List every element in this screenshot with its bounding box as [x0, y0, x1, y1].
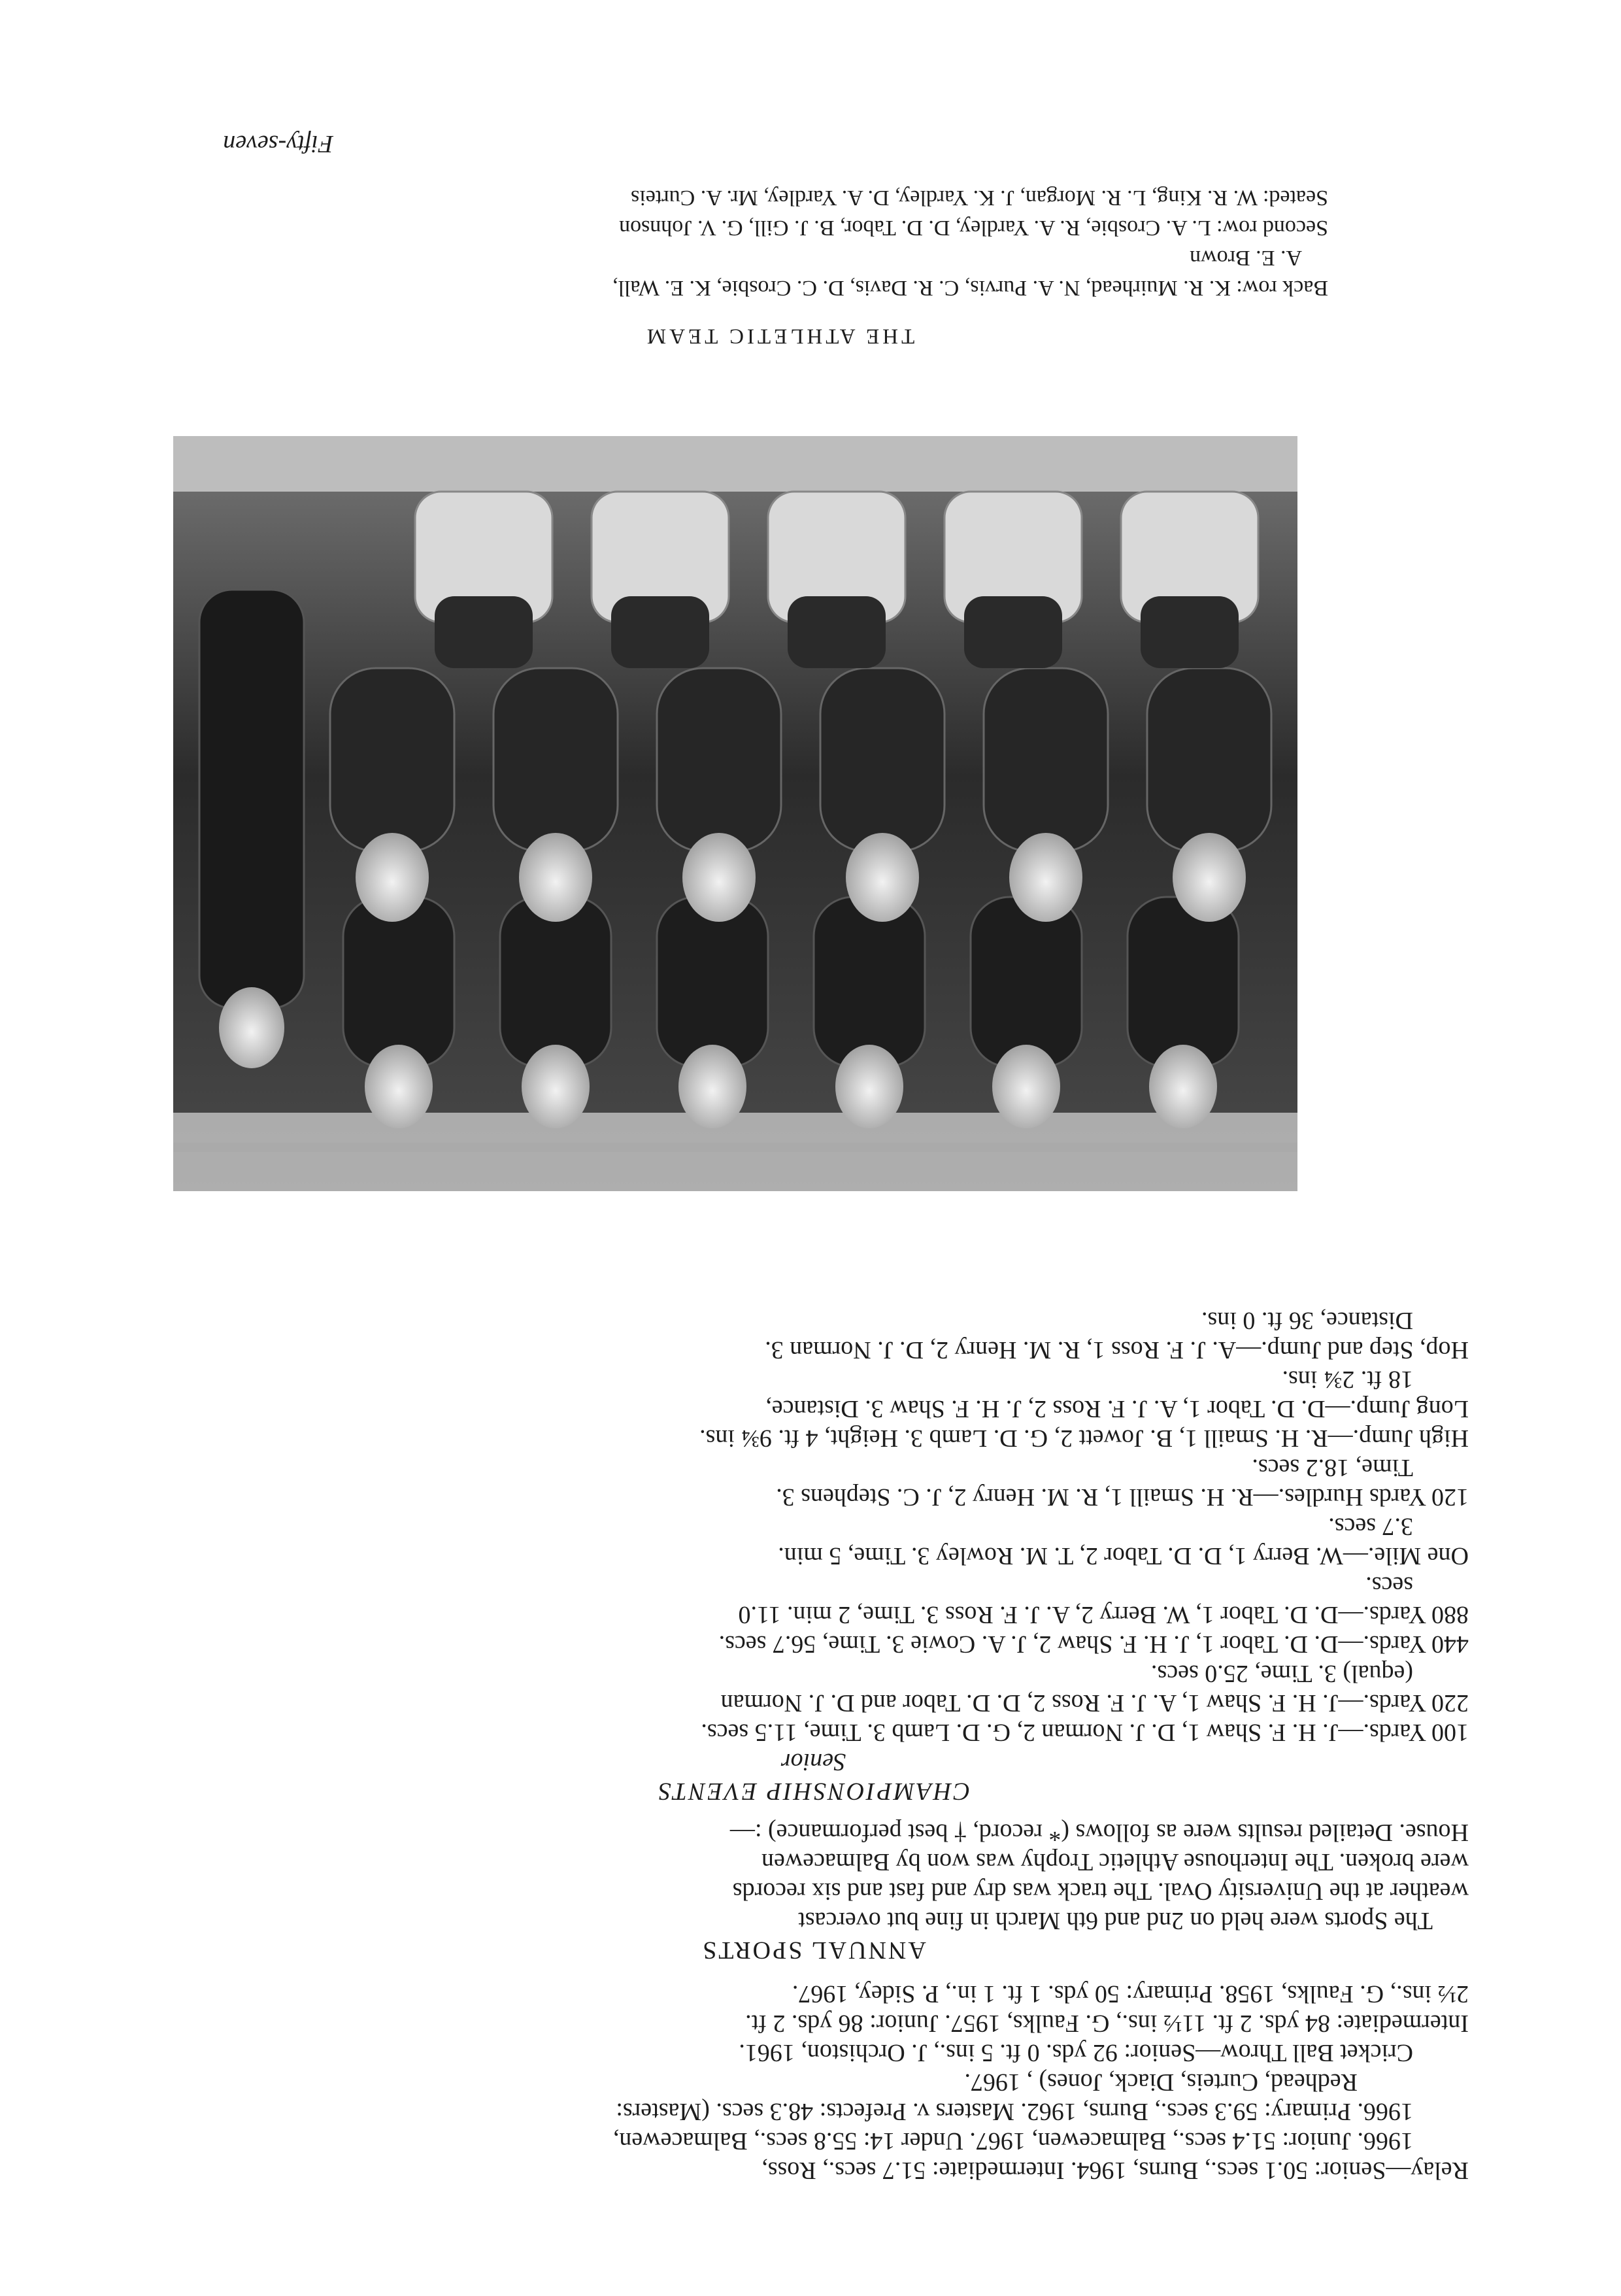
event-220-yards: 220 Yards.—J. H. F. Shaw 1, A. J. F. Ross 2, D. D. Tabor and D. J. Norman [720, 1689, 1469, 1717]
page-body [158, 1306, 1469, 2185]
cricket-line-3: 2½ ins., G. Faulks, 1958. Primary: 50 yds. 1 ft. 1 in., P. Sidey, 1967. [792, 1980, 1469, 2008]
event-one-mile: One Mile.—W. Berry 1, D. D. Tabor 2, T. M. Rowley 3. Time, 5 min. [778, 1542, 1469, 1570]
intro-line-2: weather at the University Oval. The track was dry and fast and six records [732, 1878, 1469, 1905]
cricket-records [158, 2038, 1469, 2067]
team-photo-graphic [173, 436, 1297, 1191]
intro-line-1: The Sports were held on 2nd and 6th March in fine but overcast [798, 1907, 1433, 1934]
relay-records [158, 2067, 1469, 2185]
relay-line-1: Relay—Senior: 50.1 secs., Burns, 1964. Intermediate: 51.7 secs., Ross, [761, 2157, 1469, 2184]
page-number: Fifty-seven [223, 130, 333, 158]
cricket-records-cont [158, 1979, 1469, 2038]
relay-line-2: 1966. Junior: 51.4 secs., Balmacewen, 1967. Under 14: 55.8 secs., Balmacewen, [612, 2127, 1413, 2155]
caption-title: THE ATHLETIC TEAM [643, 324, 915, 348]
event-100-yards: 100 Yards.—J. H. F. Shaw 1, D. J. Norman 2, G. D. Lamb 3. Time, 11.5 secs. [701, 1719, 1469, 1746]
caption-back-row: Back row: K. R. Muirhead, N. A. Purvis, C. R. Davis, D. C. Crosbie, K. E. Wall, [612, 276, 1328, 300]
team-photograph [173, 436, 1297, 1191]
intro-line-4: House. Detailed results were as follows (* record, † best performance) :— [729, 1819, 1469, 1846]
event-high-jump: High Jump.—R. H. Smaill 1, B. Jowett 2, G. D. Lamb 3. Height, 4 ft. 9¾ ins. [699, 1425, 1469, 1452]
photo-caption [230, 182, 1328, 351]
intro-line-3: were broken. The Interhouse Athletic Trophy was won by Balmacewen [761, 1848, 1469, 1876]
senior-subheading: Senior [780, 1748, 846, 1776]
event-long-jump-cont: 18 ft. 2¾ ins. [1282, 1366, 1413, 1393]
caption-second-row: Second row: L. A. Crosbie, R. A. Yardley, D. D. Tabor, B. J. Gill, G. V. Johnson [619, 216, 1328, 240]
event-hop-step-jump: Hop, Step and Jump.—A. J. F. Ross 1, R. M. Henry 2, D. J. Norman 3. [765, 1336, 1469, 1364]
caption-seated: Seated: W. R. King, L. R. Morgan, J. K. Yardley, D. A. Yardley, Mr. A. Curteis [631, 186, 1328, 210]
event-hop-step-jump-cont: Distance, 36 ft. 0 ins. [1201, 1307, 1413, 1334]
event-long-jump: Long Jump.—D. D. Tabor 1, A. J. F. Ross 2, J. H. F. Shaw 3. Distance, [765, 1395, 1469, 1423]
event-hurdles: 120 Yards Hurdles.—R. H. Smaill 1, R. M. Henry 2, J. C. Stephens 3. [776, 1483, 1469, 1511]
relay-line-3: 1966. Primary: 59.3 secs., Burns, 1962. Masters v. Prefects: 48.3 secs. (Masters: [616, 2098, 1413, 2125]
annual-sports-intro [158, 1817, 1469, 1935]
relay-line-4: Redhead, Curteis, Diack, Jones) , 1967. [964, 2068, 1358, 2096]
cricket-line-2: Intermediate: 84 yds. 2 ft. 11½ ins., G. Faulks, 1957. Junior: 86 yds. 2 ft. [745, 2010, 1469, 2037]
event-220-yards-cont: (equal) 3. Time, 25.0 secs. [1150, 1660, 1413, 1687]
event-880-yards: 880 Yards.—D. D. Tabor 1, W. Berry 2, A. J. F. Ross 3. Time, 2 min. 11.0 [738, 1601, 1469, 1629]
annual-sports-heading: ANNUAL SPORTS [701, 1936, 926, 1964]
event-one-mile-cont: 3.7 secs. [1328, 1513, 1413, 1540]
event-440-yards: 440 Yards.—D. D. Tabor 1, J. H. F. Shaw 2, J. A. Cowie 3. Time, 56.7 secs. [718, 1630, 1469, 1658]
event-880-yards-cont: secs. [1365, 1572, 1413, 1599]
caption-back-row-cont: A. E. Brown [1190, 246, 1302, 270]
event-hurdles-cont: Time, 18.2 secs. [1252, 1454, 1413, 1481]
championship-heading: CHAMPIONSHIP EVENTS [656, 1778, 971, 1805]
cricket-line-1: Cricket Ball Throw—Senior: 92 yds. 0 ft. 5 ins., J. Orchiston, 1961. [739, 2039, 1413, 2067]
